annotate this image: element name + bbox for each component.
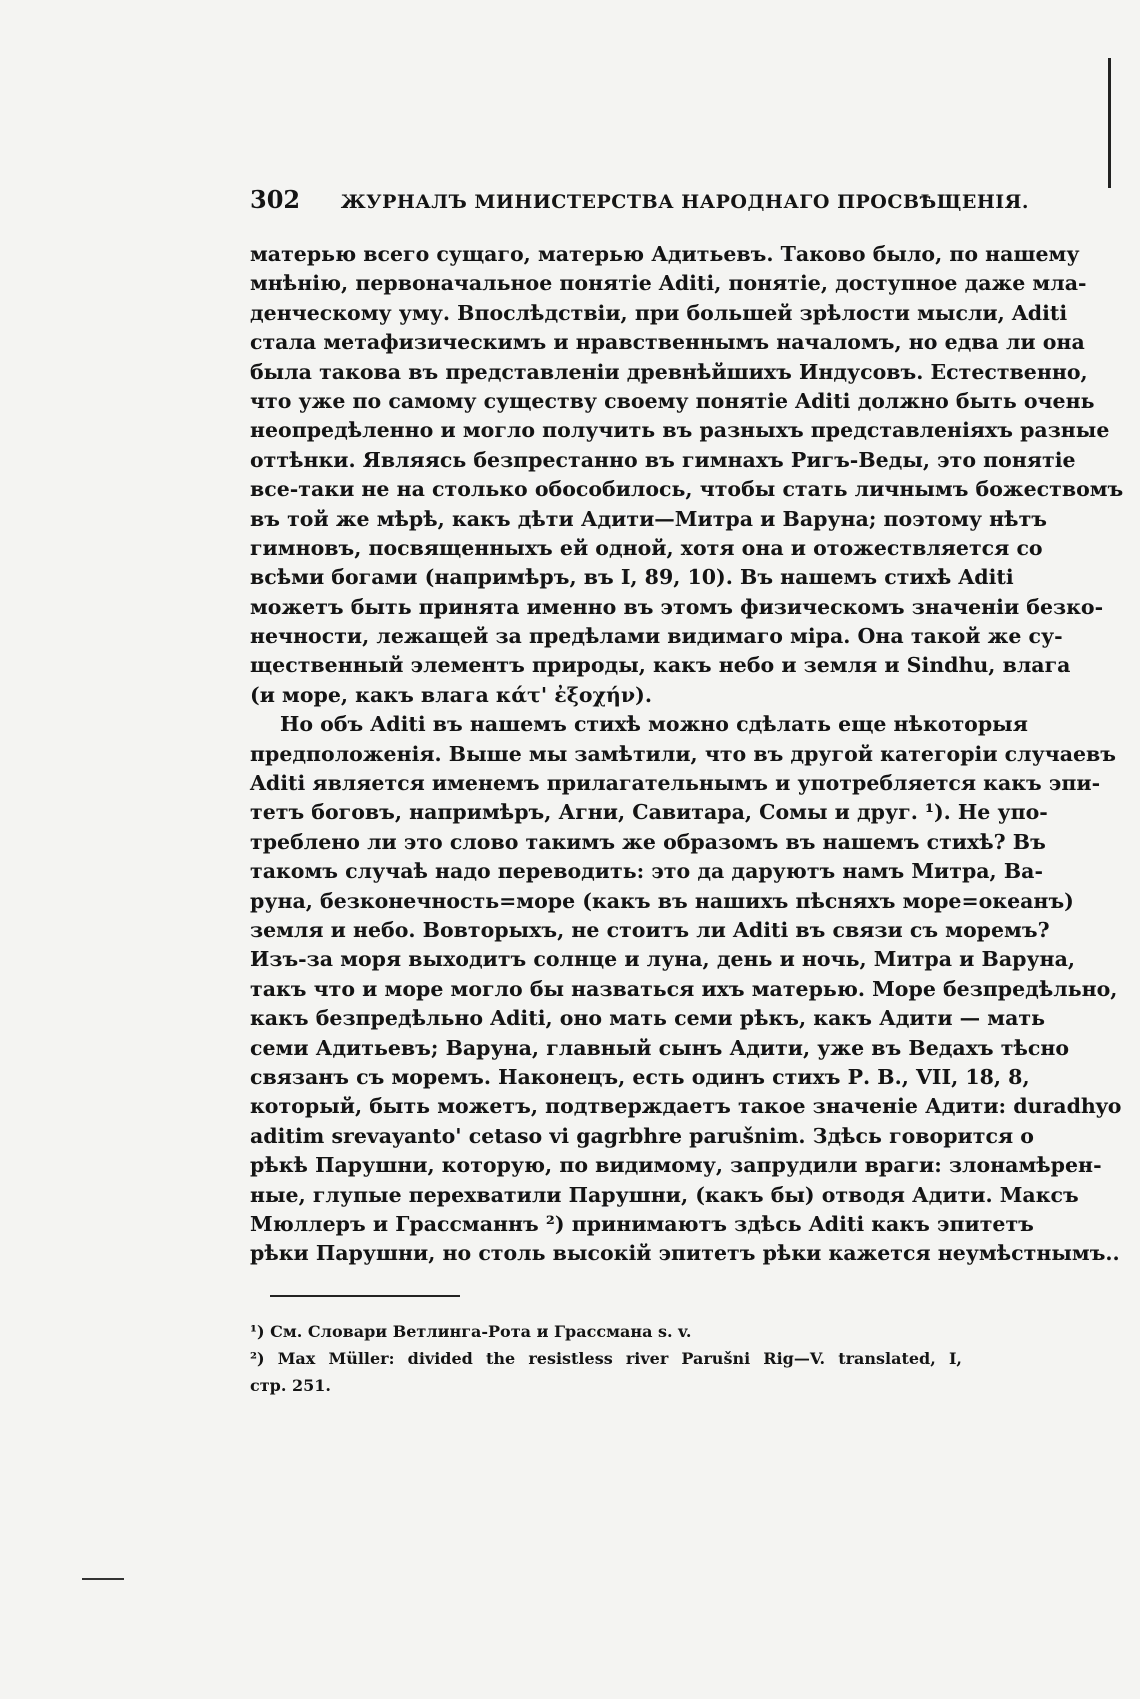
- text-line: который, быть можетъ, подтверждаетъ такое значеніе Адити: duradhyo: [250, 1094, 1122, 1119]
- page-header: [250, 185, 1030, 214]
- text-line: все-таки не на столько обособилось, чтобы стать личнымъ божествомъ: [250, 477, 1124, 502]
- text-line: неопредѣленно и могло получить въ разныхъ представленіяхъ разные: [250, 418, 1110, 443]
- footnote-1: ¹) См. Словари Ветлинга-Рота и Грассмана s. v.: [250, 1322, 692, 1341]
- text-line: можетъ быть принята именно въ этомъ физическомъ значеніи безко-: [250, 594, 1104, 619]
- text-line: денческому уму. Впослѣдствіи, при большей зрѣлости мысли, Aditi: [250, 300, 1068, 325]
- text-line: тетъ боговъ, напримѣръ, Агни, Савитара, Сомы и друг. ¹). Не упо-: [250, 800, 1048, 825]
- text-line: треблено ли это слово такимъ же образомъ въ нашемъ стихѣ? Въ: [250, 829, 1046, 854]
- text-line: была такова въ представленіи древнѣйшихъ Индусовъ. Естественно,: [250, 359, 1088, 384]
- scan-edge-line: [1108, 58, 1111, 188]
- running-title: ЖУРНАЛЪ МИНИСТЕРСТВА НАРОДНАГО ПРОСВѢЩЕНІЯ.: [340, 191, 1030, 213]
- text-line: земля и небо. Вовторыхъ, не стоитъ ли Aditi въ связи съ моремъ?: [250, 917, 1050, 942]
- text-line: нечности, лежащей за предѣлами видимаго міра. Она такой же су-: [250, 624, 1063, 649]
- text-line: такомъ случаѣ надо переводить: это да даруютъ намъ Митра, Ва-: [250, 859, 1043, 884]
- text-line: aditim srevayanto' cetaso vi gagrbhre parušnim. Здѣсь говорится о: [250, 1123, 1034, 1148]
- text-line: въ той же мѣрѣ, какъ дѣти Адити—Митра и Варуна; поэтому нѣтъ: [250, 506, 1047, 531]
- text-line: рѣки Парушни, но столь высокій эпитетъ рѣки кажется неумѣстнымъ..: [250, 1241, 1120, 1266]
- text-line: щественный элементъ природы, какъ небо и земля и Sindhu, влага: [250, 653, 1071, 678]
- text-line: рѣкѣ Парушни, которую, по видимому, запрудили враги: злонамѣрен-: [250, 1153, 1102, 1178]
- text-line: Aditi является именемъ прилагательнымъ и употребляется какъ эпи-: [250, 771, 1101, 796]
- text-line: Мюллеръ и Грассманнъ ²) принимаютъ здѣсь Aditi какъ эпитетъ: [250, 1211, 1034, 1236]
- paragraph-start-line: Но объ Aditi въ нашемъ стихѣ можно сдѣлать еще нѣкоторыя: [280, 712, 1028, 737]
- text-line: матерью всего сущаго, матерью Адитьевъ. Таково было, по нашему: [250, 242, 1080, 266]
- footnote-divider: [270, 1295, 460, 1297]
- text-line: семи Адитьевъ; Варуна, главный сынъ Адити, уже въ Ведахъ тѣсно: [250, 1035, 1070, 1060]
- text-line: Изъ-за моря выходитъ солнце и луна, день и ночь, Митра и Варуна,: [250, 947, 1075, 972]
- text-line: связанъ съ моремъ. Наконецъ, есть одинъ стихъ Р. В., VII, 18, 8,: [250, 1064, 1030, 1089]
- text-line: руна, безконечность=море (какъ въ нашихъ пѣсняхъ море=океанъ): [250, 888, 1074, 913]
- footnote-2-continuation: стр. 251.: [250, 1376, 331, 1395]
- text-line: оттѣнки. Являясь безпрестанно въ гимнахъ Ригъ-Веды, это понятіе: [250, 447, 1076, 472]
- text-line: предположенія. Выше мы замѣтили, что въ другой категоріи случаевъ: [250, 741, 1117, 766]
- text-line: стала метафизическимъ и нравственнымъ началомъ, но едва ли она: [250, 330, 1085, 355]
- text-line: ные, глупые перехватили Парушни, (какъ бы) отводя Адити. Максъ: [250, 1182, 1079, 1207]
- text-line: такъ что и море могло бы назваться ихъ матерью. Море безпредѣльно,: [250, 976, 1118, 1001]
- footnote-2: ²) Max Müller: divided the resistless river Parušni Rig—V. translated, I,: [250, 1349, 962, 1368]
- text-line: всѣми богами (напримѣръ, въ I, 89, 10). Въ нашемъ стихѣ Aditi: [250, 565, 1014, 590]
- text-line: какъ безпредѣльно Aditi, оно мать семи рѣкъ, какъ Адити — мать: [250, 1006, 1046, 1031]
- text-line: (и море, какъ влага κάτ' ἐξοχήν).: [250, 682, 652, 707]
- body-text: [250, 240, 1124, 1269]
- text-line: мнѣнію, первоначальное понятіе Aditi, понятіе, доступное даже мла-: [250, 271, 1087, 296]
- text-line: гимновъ, посвященныхъ ей одной, хотя она и отожествляется со: [250, 535, 1043, 560]
- scan-margin-mark: [82, 1578, 124, 1580]
- page-number: 302: [250, 185, 301, 214]
- text-line: что уже по самому существу своему понятіе Aditi должно быть очень: [250, 388, 1095, 413]
- footnotes: [250, 1318, 962, 1399]
